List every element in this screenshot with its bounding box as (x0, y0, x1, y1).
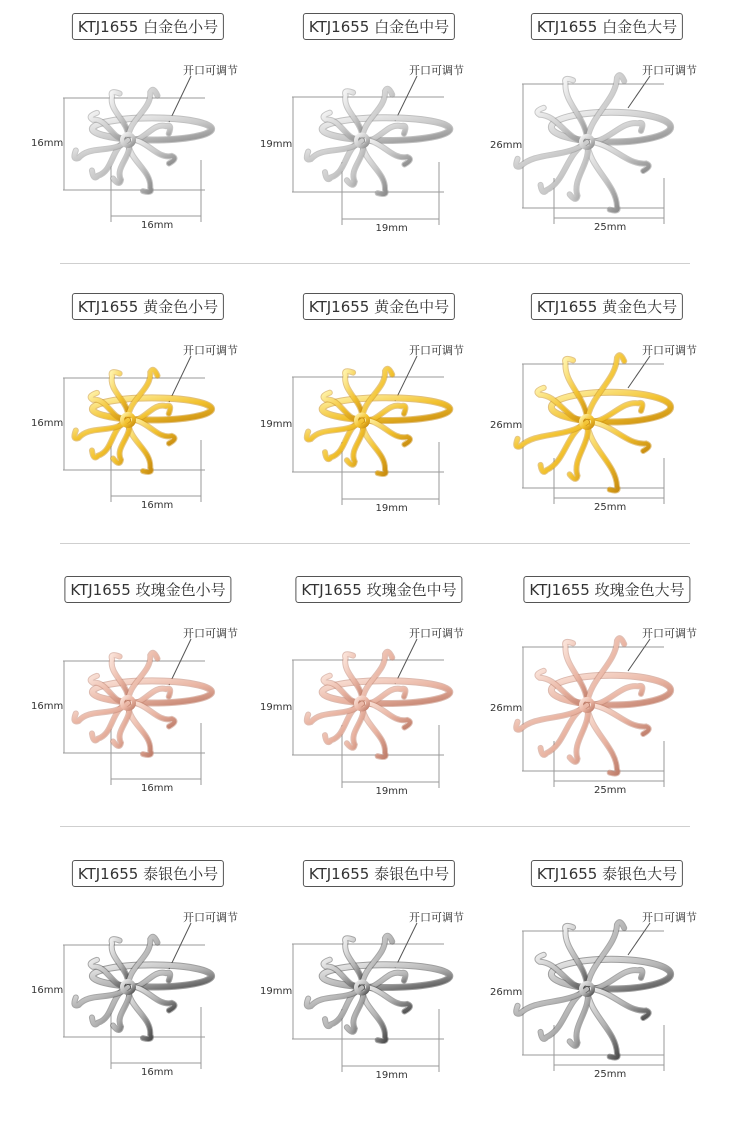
product-title: KTJ1655 黄金色小号 (72, 293, 224, 320)
row-divider (60, 263, 690, 264)
width-label: 25mm (594, 502, 627, 513)
ring-image (516, 355, 670, 490)
ring-diagram (264, 0, 494, 282)
product-cell-small (33, 0, 263, 282)
product-cell-small (33, 847, 263, 1129)
ring-diagram (33, 280, 263, 562)
product-cell-large (492, 280, 722, 562)
ring-diagram (264, 563, 494, 845)
width-label: 19mm (375, 786, 408, 797)
finish-row-thai-silver (0, 847, 750, 1129)
ring-diagram (33, 0, 263, 282)
product-cell-medium (260, 0, 494, 282)
ring-image (74, 90, 211, 192)
product-title: KTJ1655 泰银色大号 (531, 860, 683, 887)
width-label: 19mm (375, 223, 408, 234)
dimension-lines (292, 923, 444, 1072)
width-label: 19mm (375, 503, 408, 514)
ring-image (74, 653, 211, 755)
product-cell-small (33, 280, 263, 562)
product-cell-large (492, 847, 722, 1129)
finish-row-white-gold (0, 0, 750, 282)
dimension-lines (522, 356, 664, 504)
product-cell-large (492, 0, 722, 282)
product-title: KTJ1655 白金色中号 (303, 13, 455, 40)
width-label: 19mm (375, 1070, 408, 1081)
product-cell-medium (260, 280, 494, 562)
dimension-lines (292, 639, 444, 788)
dimension-lines (63, 76, 205, 222)
adjustable-note: 开口可调节 (183, 344, 238, 357)
height-label: 19mm (260, 701, 293, 713)
row-divider (60, 543, 690, 544)
product-cell-small (33, 563, 263, 845)
ring-diagram (492, 280, 722, 562)
ring-diagram (33, 563, 263, 845)
dimension-lines (522, 923, 664, 1071)
ring-diagram (264, 847, 494, 1129)
product-title: KTJ1655 泰银色中号 (303, 860, 455, 887)
adjustable-note: 开口可调节 (642, 911, 697, 924)
adjustable-note: 开口可调节 (642, 627, 697, 640)
ring-diagram (492, 0, 722, 282)
ring-image (307, 652, 450, 757)
ring-diagram (492, 847, 722, 1129)
width-label: 25mm (594, 785, 627, 796)
product-title: KTJ1655 黄金色中号 (303, 293, 455, 320)
ring-image (307, 89, 450, 194)
adjustable-note: 开口可调节 (642, 64, 697, 77)
product-cell-medium (260, 563, 494, 845)
width-label: 16mm (141, 220, 174, 231)
width-label: 16mm (141, 783, 174, 794)
height-label: 26mm (490, 703, 523, 714)
adjustable-note: 开口可调节 (409, 64, 464, 77)
row-divider (60, 826, 690, 827)
adjustable-note: 开口可调节 (409, 627, 464, 640)
ring-image (74, 370, 211, 472)
ring-image (516, 75, 670, 210)
dimension-lines (522, 639, 664, 787)
finish-row-yellow-gold (0, 280, 750, 562)
height-label: 16mm (31, 138, 64, 149)
ring-image (307, 936, 450, 1041)
adjustable-note: 开口可调节 (183, 627, 238, 640)
height-label: 19mm (260, 138, 293, 150)
adjustable-note: 开口可调节 (183, 64, 238, 77)
finish-row-rose-gold (0, 563, 750, 845)
adjustable-note: 开口可调节 (409, 911, 464, 924)
ring-image (307, 369, 450, 474)
ring-image (516, 922, 670, 1057)
dimension-lines (63, 923, 205, 1069)
ring-diagram (492, 563, 722, 845)
product-cell-medium (260, 847, 494, 1129)
product-title: KTJ1655 白金色小号 (72, 13, 224, 40)
dimension-lines (292, 356, 444, 505)
ring-image (516, 638, 670, 773)
ring-image (74, 937, 211, 1039)
dimension-lines (63, 639, 205, 785)
width-label: 25mm (594, 222, 627, 233)
product-title: KTJ1655 黄金色大号 (531, 293, 683, 320)
adjustable-note: 开口可调节 (183, 911, 238, 924)
height-label: 16mm (31, 418, 64, 429)
width-label: 25mm (594, 1069, 627, 1080)
height-label: 16mm (31, 701, 64, 712)
adjustable-note: 开口可调节 (642, 344, 697, 357)
product-title: KTJ1655 玫瑰金色中号 (295, 576, 462, 603)
product-title: KTJ1655 泰银色小号 (72, 860, 224, 887)
width-label: 16mm (141, 500, 174, 511)
dimension-lines (292, 76, 444, 225)
height-label: 19mm (260, 418, 293, 430)
dimension-lines (63, 356, 205, 502)
width-label: 16mm (141, 1067, 174, 1078)
height-label: 26mm (490, 420, 523, 431)
height-label: 26mm (490, 140, 523, 151)
dimension-lines (522, 76, 664, 224)
height-label: 16mm (31, 985, 64, 996)
height-label: 19mm (260, 985, 293, 997)
product-title: KTJ1655 玫瑰金色大号 (523, 576, 690, 603)
adjustable-note: 开口可调节 (409, 344, 464, 357)
height-label: 26mm (490, 987, 523, 998)
ring-diagram (264, 280, 494, 562)
product-title: KTJ1655 玫瑰金色小号 (64, 576, 231, 603)
product-title: KTJ1655 白金色大号 (531, 13, 683, 40)
product-cell-large (492, 563, 722, 845)
ring-diagram (33, 847, 263, 1129)
